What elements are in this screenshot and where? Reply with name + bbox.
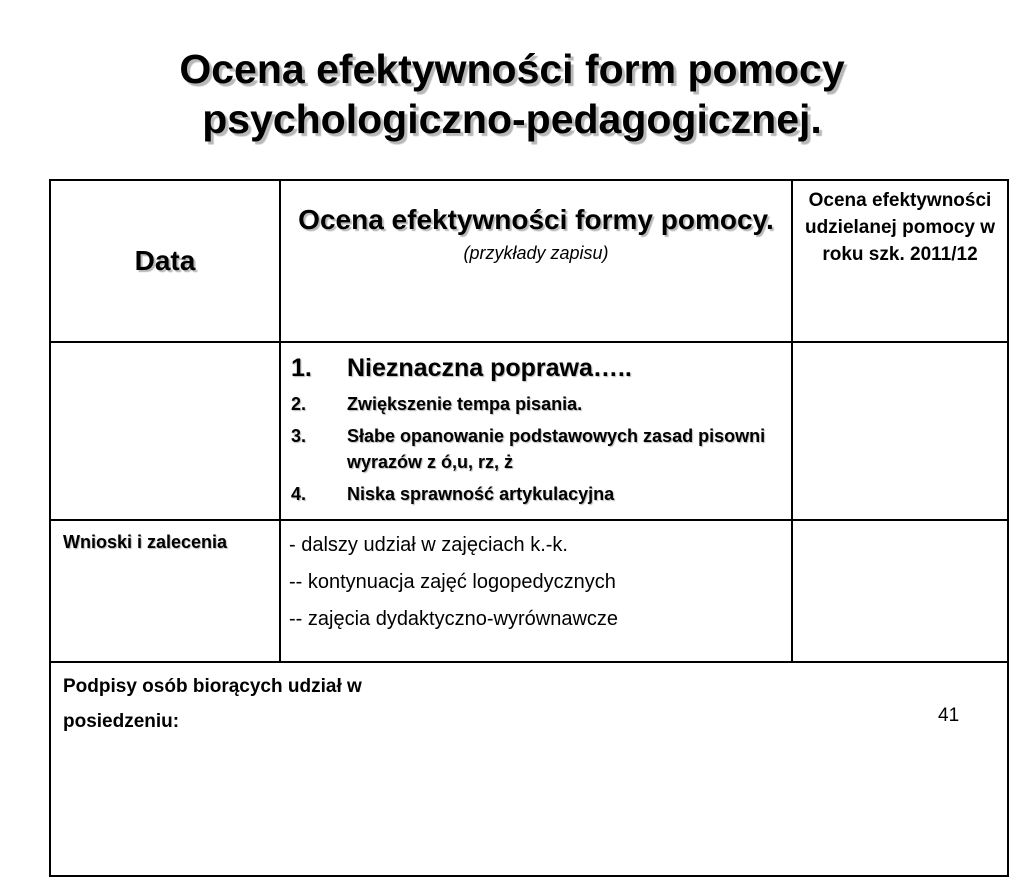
list-item-number: 4. (291, 484, 307, 504)
recommendation-item: -- kontynuacja zajęć logopedycznych (289, 571, 616, 593)
header-yearly-evaluation-label: Ocena efektywności udzielanej pomocy w roku szk. 2011/12 (804, 190, 996, 265)
recommendation-item: -- zajęcia dydaktyczno-wyrównawcze (289, 608, 619, 630)
examples-list (281, 343, 791, 507)
conclusions-label: Wnioski i zalecenia (63, 532, 228, 552)
list-item (291, 353, 785, 383)
list-item (291, 481, 785, 507)
signatures-cell (50, 662, 1008, 876)
header-date-label: Data (134, 245, 196, 276)
slide-title (0, 44, 1024, 144)
list-item-number: 2. (291, 394, 307, 414)
examples-row (50, 342, 1008, 520)
header-yearly-evaluation-cell (792, 180, 1008, 342)
conclusions-row (50, 520, 1008, 662)
examples-yearly-cell (792, 342, 1008, 520)
evaluation-table (49, 179, 1009, 877)
conclusions-label-cell (50, 520, 280, 662)
header-evaluation-label: Ocena efektywności formy pomocy. (298, 204, 774, 235)
list-item-text: Zwiększenie tempa pisania. (347, 394, 583, 414)
list-item-text: Słabe opanowanie podstawowych zasad pisowni wyrazów z ó,u, rz, ż (347, 426, 766, 472)
examples-list-cell (280, 342, 792, 520)
list-item-text: Nieznaczna poprawa….. (347, 354, 632, 382)
signatures-label-line-1: Podpisy osób biorących udział w (63, 676, 362, 697)
list-item-number: 1. (291, 354, 312, 382)
list-item (291, 423, 785, 475)
slide-title-line-1: Ocena efektywności form pomocy (179, 46, 845, 92)
header-evaluation-cell (280, 180, 792, 342)
list-item-text: Niska sprawność artykulacyjna (347, 484, 615, 504)
evaluation-form (49, 179, 1007, 779)
recommendation-item: - dalszy udział w zajęciach k.-k. (289, 534, 568, 556)
examples-date-cell (50, 342, 280, 520)
signatures-row (50, 662, 1008, 876)
list-item (291, 391, 785, 417)
page-number: 41 (938, 705, 960, 726)
conclusions-yearly-cell (792, 520, 1008, 662)
recommendations-cell (280, 520, 792, 662)
header-date-cell (50, 180, 280, 342)
slide-title-line-2: psychologiczno-pedagogicznej. (202, 96, 822, 142)
header-examples-note: (przykłady zapisu) (463, 243, 609, 263)
header-row (50, 180, 1008, 342)
signatures-label-line-2: posiedzeniu: (63, 711, 180, 732)
list-item-number: 3. (291, 426, 307, 446)
